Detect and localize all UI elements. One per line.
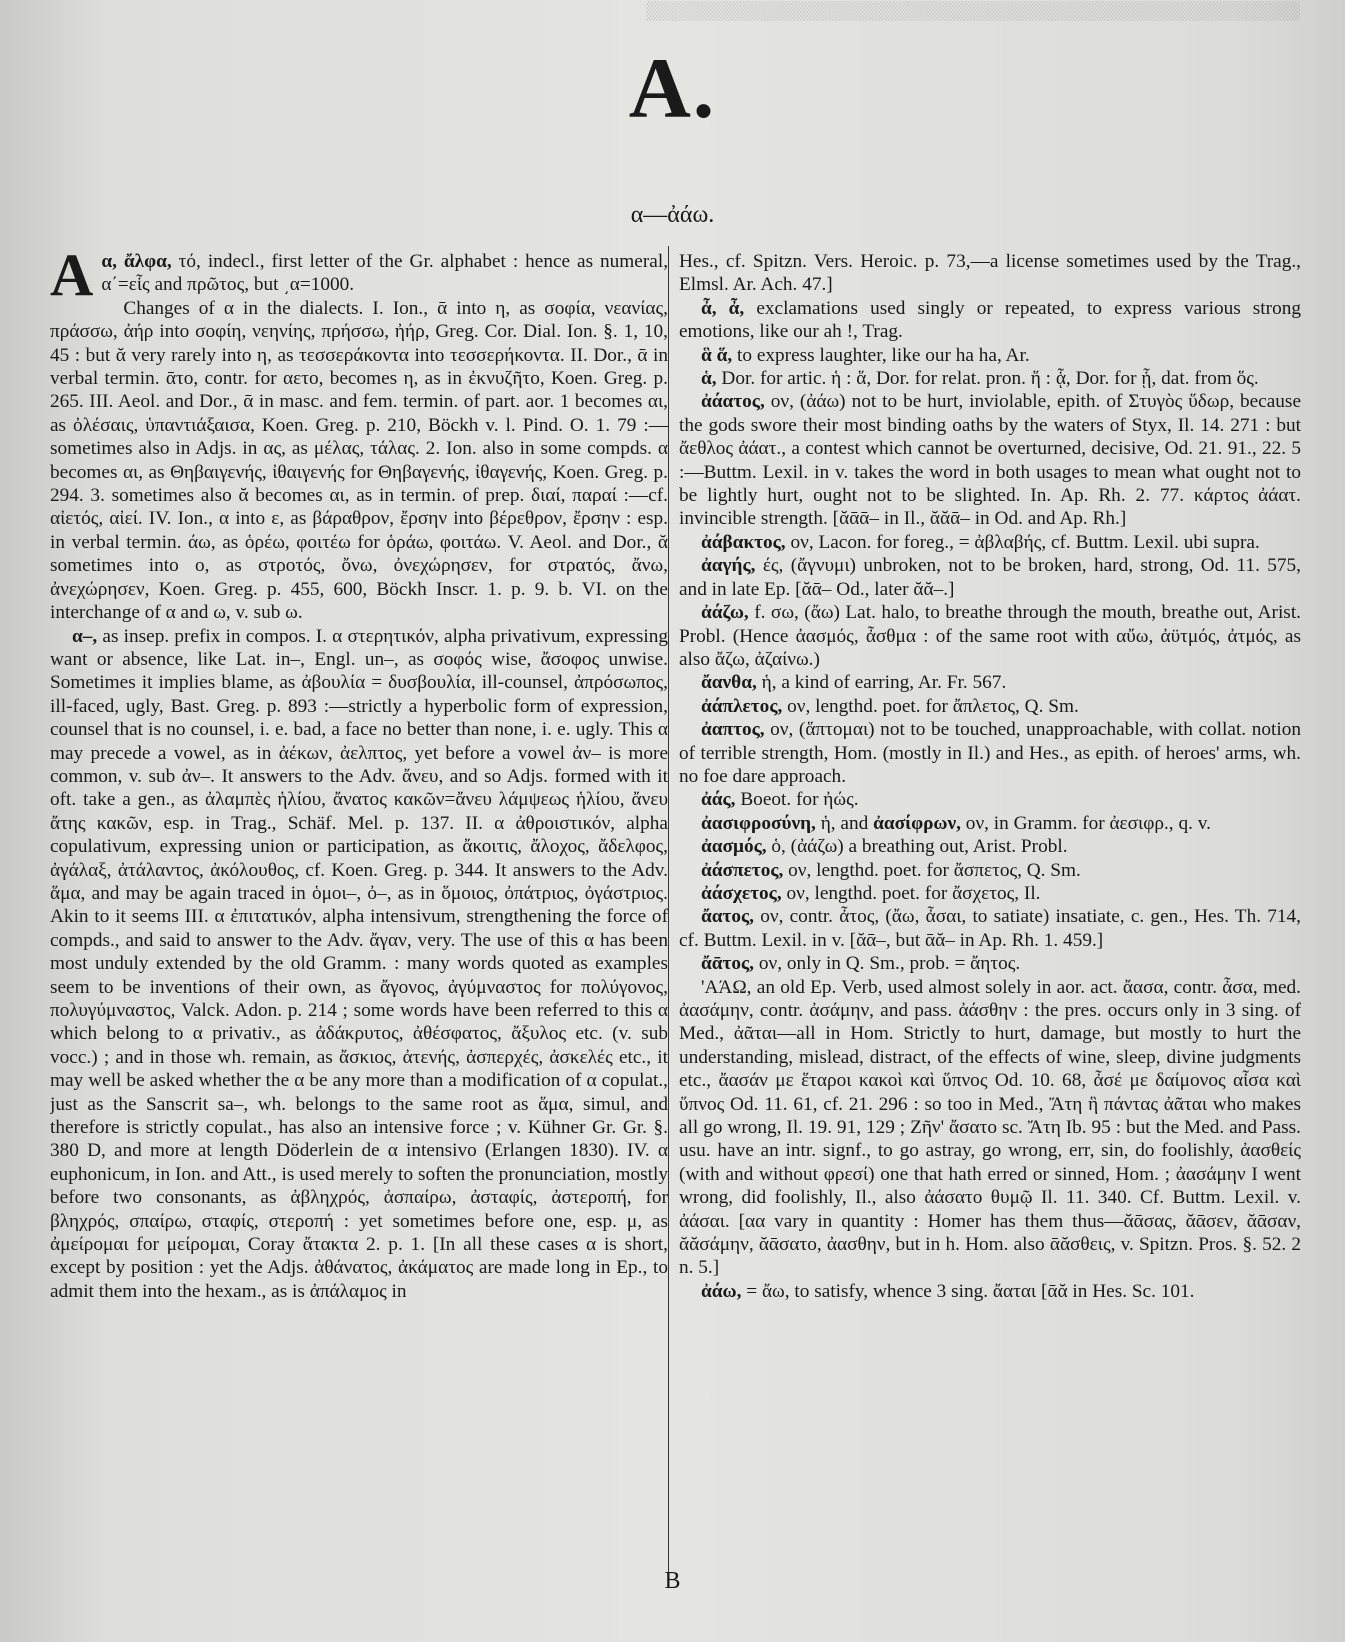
entry-lemma: ἀάβακτος,	[701, 531, 786, 553]
entry-lemma: ἀασμός,	[701, 836, 767, 858]
entry	[679, 344, 1301, 367]
entry	[679, 695, 1301, 718]
entry-text: ές, (ἄγνυμι) unbroken, not to be broken, hard, strong, Od. 11. 575, and in late Ep. [ᾰᾱ– Od., later ᾰᾰ–.]	[679, 555, 1301, 600]
entry-text: to express laughter, like our ha ha, Ar.	[737, 344, 1030, 366]
entry-text: ον, Lacon. for foreg., = ἀβλαβής, cf. Buttm. Lexil. ubi supra.	[790, 531, 1260, 553]
entry	[679, 788, 1301, 811]
entry-lemma: ἀαπτος,	[701, 719, 765, 741]
entry-lemma: ἀάπλετος,	[701, 695, 783, 717]
entry	[679, 812, 1301, 835]
entry	[679, 601, 1301, 671]
entry	[679, 367, 1301, 390]
entry-lemma: ἄᾱτος,	[701, 953, 755, 975]
entry-dialect-changes: Changes of α in the dialects. I. Ion., ᾱ into η, as σοφία, νεανίας, πράσσω, ἀήρ into σοφίη, νεηνίης, πρήσσω, ἠήρ, Greg. Cor. Dial. Ion. §. 1, 10, 45 : but ᾰ very rarely into η, as τεσσεράκοντα into τεσσερήκοντα. II. Dor., ᾱ in verbal termin. ᾱτο, contr. for αετο, becomes η, as in ἐκνυζῆτο, Koen. Greg. p. 265. III. Aeol. and Dor., ᾱ in masc. and fem. termin. of part. aor. 1 becomes αι, as ὀλέσαις, ὑπαντιάξαισα, Koen. Greg. p. 210, Böckh v. l. Pind. O. 1. 79 :—sometimes also in Adjs. in ας, as μέλας, τάλας. 2. Ion. also in some compds. α becomes αι, as Θηβαιγενής, ἰθαιγενής for Θηβαγενής, ἰθαγενής, Koen. Greg. p. 294. 3. sometimes also ᾰ becomes αι, as in termin. of prep. διαί, παραί :—cf. αἰετός, αἰεί. IV. Ion., α into ε, as βάραθρον, ἔρσην into βέρεθρον, ἔρσην : esp. in verbal termin. άω, as ὁρέω, φοιτέω for ὁράω, φοιτάω. V. Aeol. and Dor., ᾰ sometimes into ο, as στροτός, ὄνω, ὀνεχώρησεν, for στρατός, ἄνω, ἀνεχώρησεν, Koen. Greg. p. 455, 600, Böckh Inscr. 1. p. 9. b. VI. on the interchange of α and ω, v. sub ω.	[50, 297, 668, 624]
entry-text: ον, lengthd. poet. for ἄσπετος, Q. Sm.	[788, 859, 1081, 881]
entry-lemma: ἀασιφροσύνη,	[701, 812, 816, 834]
entry-text: ον, in Gramm. for ἀεσιφρ., q. v.	[965, 812, 1211, 834]
entry-text: ἡ, and	[820, 812, 869, 834]
entry-text: ον, contr. ἆτος, (ἄω, ἆσαι, to satiate) insatiate, c. gen., Hes. Th. 714, cf. Buttm. Lexil. in v. [ᾰᾱ–, but ᾱᾰ– in Ap. Rh. 1. 459.]	[679, 906, 1301, 951]
entry-text: = ἄω, to satisfy, whence 3 sing. ἄαται [ᾱᾰ in Hes. Sc. 101.	[746, 1280, 1195, 1302]
entry-lemma: 'ΑΆΩ,	[701, 976, 752, 998]
entry	[679, 1280, 1301, 1303]
entry-text: ον, lengthd. poet. for ἄσχετος, Il.	[786, 882, 1041, 904]
entry-lemma: ἄανθα,	[701, 672, 757, 694]
entry-text: ὁ, (ἀάζω) a breathing out, Arist. Probl.	[771, 836, 1068, 858]
entry-text: Dor. for artic. ἡ : ἅ, Dor. for relat. pron. ἥ : ᾇ, Dor. for ᾗ, dat. from ὅς.	[721, 368, 1259, 390]
entry	[679, 952, 1301, 975]
column-divider	[668, 246, 669, 1576]
entry-lemma: ἀάατος,	[701, 391, 765, 413]
entry-lemma: ἁ,	[701, 368, 717, 390]
entry-lemma: ἀάζω,	[701, 602, 749, 624]
entry-text: ον, (ἅπτομαι) not to be touched, unapproachable, with collat. notion of terrible strength, Hom. (mostly in Il.) and Hes., as epith. of heroes' arms, wh. no foe dare approach.	[679, 719, 1301, 787]
entry-lemma: α–,	[72, 625, 98, 647]
entry-lemma: ἀάς,	[701, 789, 736, 811]
entry-text: as insep. prefix in compos. I. α στερητικόν, alpha privativum, expressing want or absence, like Lat. in–, Engl. un–, as σοφός wise, ἄσοφος unwise. Sometimes it implies blame, as ἀβουλία = δυσβουλία, ill-counsel, ἀπρόσωπος, ill-faced, ugly, Bast. Greg. p. 893 :—strictly a hyperbolic form of expression, counsel that is no counsel, i. e. bad, a face no better than none, i. e. ugly. This α may precede a vowel, as in ἀέκων, ἀελπτος, yet before a vowel ἀν– is more common, v. sub ἀν–. It answers to the Adv. ἄνευ, and so Adjs. formed with it oft. take a gen., as ἀλαμπὲς ἡλίου, ἄνατος κακῶν=ἄνευ λάμψεως ἡλίου, ἄνευ ἄτης κακῶν, esp. in Trag., Schäf. Mel. p. 137. II. α ἀθροιστικόν, alpha copulativum, expressing union or participation, as ἄκοιτις, ἄλοχος, ἄδελφος, ἀγάλαξ, ἀτάλαντος, ἀκόλουθος, cf. Koen. Greg. p. 344. It answers to the Adv. ἅμα, and may be again traced in ὁμοι–, ὀ–, as in ὅμοιος, ὀπάτριος, ὀγάστριος. Akin to it seems III. α ἐπιτατικόν, alpha intensivum, strengthening the force of compds., and said to answer to the Adv. ἄγαν, very. The use of this α has been most unduly extended by the old Gramm. : many words quoted as examples seem to be inventions of their own, as ἄγονος, ἀγύμναστος for πολύγονος, πολυγύμναστος, Valck. Adon. p. 214 ; some words have been referred to this α which belong to α privativ., as ἀδάκρυτος, ἀθέσφατος, ἄξυλος etc. (v. sub vocc.) ; and in those wh. remain, as ἄσκιος, ἀτενής, ἀσπερχές, ἀσκελές etc., it may well be asked whether the α be any more than a modification of α copulat., just as the Sanscrit sa–, wh. belongs to the same root as ἅμα, simul, and therefore is strictly copulat., has also an intensive force ; v. Kühner Gr. Gr. §. 380 D, and more at length Döderlein de α intensivo (Erlangen 1830). IV. α euphonicum, in Ion. and Att., is used merely to soften the pronunciation, mostly before two consonants, as ἀβληχρός, ἀσπαίρω, ἀσταφίς, ἀστεροπή, for βληχρός, σπαίρω, σταφίς, στεροπή : yet sometimes before one, esp. μ, as ἀμείρομαι for μείρομαι, Coray ἄτακτα 2. p. 1. [In all these cases α is short, except by position : yet the Adjs. ἀθάνατος, ἀκάματος are made long in Ep., to admit them into the hexam., as is ἀπάλαμος in	[50, 625, 668, 1302]
entry-alpha	[50, 250, 668, 308]
entry	[679, 297, 1301, 344]
entry-lemma: ἆ, ἆ,	[701, 297, 745, 319]
section-letter-heading: A.	[628, 40, 717, 136]
entry	[679, 531, 1301, 554]
page-range-heading: α—ἀάω.	[630, 202, 715, 228]
entry	[679, 718, 1301, 788]
entry-lemma: ἀασίφρων,	[873, 812, 961, 834]
entry-text: f. σω, (ἄω) Lat. halo, to breathe through the mouth, breathe out, Arist. Probl. (Hence ἀασμός, ἆσθμα : of the same root with αὔω, ἀϋτμός, ἀτμός, as also ἄζω, ἀζαίνω.)	[679, 602, 1301, 670]
entry-text: ον, (ἀάω) not to be hurt, inviolable, epith. of Στυγὸς ὕδωρ, because the gods swore their most binding oaths by the waters of Styx, Il. 14. 271 : but ἄεθλος ἀάατ., a contest which cannot be overturned, decisive, Od. 21. 91., 22. 5 :—Buttm. Lexil. in v. takes the word in both usages to mean what ought not to be lightly hurt, ought not to be slighted. In. Ap. Rh. 2. 77. κάρτος ἀάατ. invincible strength. [ᾰᾱᾱ– in Il., ᾰᾰᾱ– in Od. and Ap. Rh.]	[679, 391, 1301, 530]
right-column	[679, 250, 1301, 1580]
entry-lemma: ἃ ἅ,	[701, 344, 733, 366]
entry-text: ον, only in Q. Sm., prob. = ἄητος.	[758, 953, 1021, 975]
entry	[679, 859, 1301, 882]
entry-lemma: ἀάσχετος,	[701, 882, 782, 904]
entry-lemma: α, ἄλφα,	[101, 251, 172, 272]
entry	[679, 671, 1301, 694]
entry-text: Boeot. for ἠώς.	[740, 789, 859, 811]
entry	[679, 554, 1301, 601]
entry-text: ἡ, a kind of earring, Ar. Fr. 567.	[761, 672, 1007, 694]
entry	[679, 976, 1301, 1280]
entry	[679, 882, 1301, 905]
entry-lemma: ἀάσπετος,	[701, 859, 784, 881]
bleed-through-text: ▒▒▒▒▒▒▒▒▒▒▒▒▒▒▒▒▒▒▒▒▒▒▒▒▒▒▒▒▒▒▒▒▒▒▒▒▒▒▒▒▒▒▒▒▒▒▒▒▒▒	[646, 2, 1300, 22]
signature-mark: B	[664, 1568, 681, 1594]
entry	[679, 390, 1301, 530]
entry-text: τό, indecl., first letter of the Gr. alphabet : hence as numeral, α΄=εἷς and πρῶτος, but ͵α=1000.	[101, 251, 668, 296]
drop-cap: A	[50, 250, 94, 308]
entry-lemma: ἀαγής,	[701, 555, 756, 577]
entry-text: ον, lengthd. poet. for ἄπλετος, Q. Sm.	[787, 695, 1079, 717]
entry-text: exclamations used singly or repeated, to express various strong emotions, like our ah !, Trag.	[679, 297, 1301, 343]
entry-lemma: ἄατος,	[701, 906, 755, 928]
entry-prefix-alpha	[50, 625, 668, 1304]
entry-text: an old Ep. Verb, used almost solely in aor. act. ἄασα, contr. ἆσα, med. ἀασάμην, contr. ἀσάμην, and pass. ἀάσθην : the pres. occurs only in 3 sing. of Med., ἀᾶται—all in Hom. Strictly to hurt, damage, but mostly to hurt the understanding, mislead, distract, of the effects of wine, sleep, divine judgments etc., ἄασάν με ἕταροι κακοὶ καὶ ὕπνος Od. 10. 68, ἆσέ με δαίμονος αἶσα καὶ ὕπνος Od. 11. 61, cf. 21. 296 : so too in Med., Ἄτη ἣ πάντας ἀᾶται who makes all go wrong, Il. 19. 91, 129 ; Ζῆν' ἄσατο sc. Ἄτη Ib. 95 : but the Med. and Pass. usu. have an intr. signf., to go astray, go wrong, err, sin, do foolishly, ἀασθείς (with and without φρεσί) one that hath erred or sinned, Hom. ; ἀασάμην I went wrong, did foolishly, Il., also ἀάσατο θυμῷ Il. 11. 340. Cf. Buttm. Lexil. v. ἀάσαι. [αα vary in quantity : Homer has them thus—ᾰᾱσας, ᾰᾱσεν, ᾰᾱσαν, ᾰᾰσάμην, ᾰᾱσατο, ἀασθην, but in h. Hom. also ᾱᾰσθεις, v. Spitzn. Pros. §. 52. 2 n. 5.]	[679, 976, 1301, 1279]
entry	[679, 835, 1301, 858]
entry	[679, 905, 1301, 952]
entry-lemma: ἀάω,	[701, 1280, 742, 1302]
entry-continuation: Hes., cf. Spitzn. Vers. Heroic. p. 73,—a license sometimes used by the Trag., Elmsl. Ar. Ach. 47.]	[679, 251, 1301, 296]
left-column	[50, 250, 668, 1580]
